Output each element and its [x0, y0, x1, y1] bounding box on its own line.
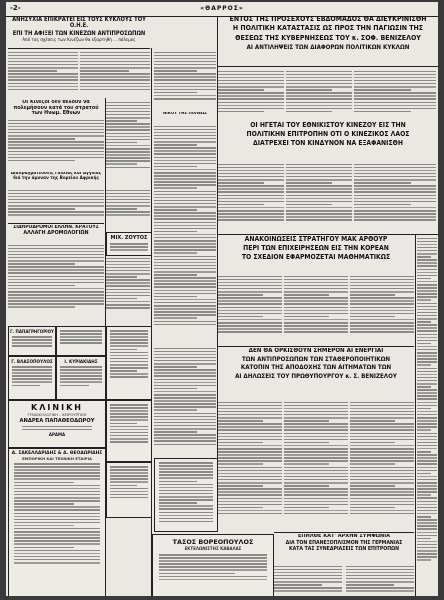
headline: Διαπραγματεύσεις Γαλλίας και Αγγλίας διά την άμυναν της Βορείου Αφρικής — [10, 172, 102, 181]
ad-name: ΜΙΧ. ΖΟΥΤΟΣ — [110, 235, 148, 241]
text-lines — [60, 330, 102, 344]
headline-line: Η ΠΟΛΙΤΙΚΗ ΚΑΤΑΣΤΑΣΙΣ ΩΣ ΠΡΟΣ ΤΗΝ ΠΑΓΙΩΣΙΝ ΤΗΣ — [232, 24, 424, 33]
headline-chinese-war — [8, 100, 104, 116]
text-lines — [417, 238, 437, 561]
text-lines — [154, 348, 216, 445]
text-lines — [274, 566, 342, 592]
article-body — [284, 274, 348, 344]
text-lines — [286, 164, 352, 221]
ad-name: ΤΑΣΟΣ ΒΟΡΕΟΠΟΥΛΟΣ — [172, 538, 254, 546]
headline-line: ΑΙ ΑΝΤΙΛΗΨΕΙΣ ΤΩΝ ΔΙΑΦΟΡΩΝ ΠΟΛΙΤΙΚΩΝ ΚΥΚΛΩΝ — [246, 44, 410, 52]
text-lines — [154, 126, 216, 326]
article-body — [218, 400, 282, 528]
ad-kliniki — [8, 400, 106, 448]
ad-voreopoulos — [152, 534, 274, 596]
text-lines — [8, 245, 104, 308]
text-lines — [218, 164, 284, 221]
text-lines — [8, 190, 104, 216]
text-lines — [8, 120, 104, 162]
ad-box — [106, 462, 152, 518]
headline-line: ΑΝΗΣΥΧΙΑ ΕΠΙΚΡΑΤΕΙ ΕΙΣ ΤΟΥΣ ΚΥΚΛΟΥΣ ΤΟΥ Ο.Η.Ε. — [12, 17, 146, 30]
headline-germany — [274, 534, 414, 562]
article-body — [286, 162, 352, 232]
ad-subtitle: ΕΜΠΟΡΙΚΗ ΚΑΙ ΤΕΧΝΙΚΗ ΕΤΑΙΡΙΑ — [22, 456, 92, 461]
text-lines — [106, 258, 150, 309]
ad-subtitle: ΓΥΝΑΙΚΟΛΟΓΙΚΗ - ΧΕΙΡΟΥΡΓΙΚΗ — [27, 412, 87, 417]
ad-box — [106, 326, 152, 400]
text-lines — [106, 102, 150, 168]
ad-name: Γ. ΒΛΑΣΟΠΟΥΛΟΣ — [11, 359, 53, 364]
text-lines — [8, 52, 78, 91]
text-lines — [218, 71, 284, 113]
text-lines — [110, 243, 148, 251]
headline-ohe — [8, 17, 150, 47]
divider — [218, 234, 438, 235]
headline-macarthur — [218, 236, 414, 272]
railway-timetable — [8, 243, 104, 323]
headline-line: ΚΑΤΑ ΤΑΣ ΣΥΝΕΔΡΙΑΣΕΙΣ ΤΩΝ ΕΠΙΤΡΟΠΩΝ — [288, 546, 400, 553]
ad-name: Γ. ΠΑΠΑΓΡΗΓΟΡΙΟΥ — [10, 329, 54, 334]
article-body — [154, 50, 216, 110]
text-lines — [159, 462, 213, 522]
headline-sworn — [218, 348, 414, 398]
headline-line: ΔΙΑΤΡΕΧΕΙ ΤΟΝ ΚΙΝΔΥΝΟΝ ΝΑ ΕΞΑΦΑΝΙΣΘΗ — [253, 139, 403, 148]
headline-line: ΠΟΛΙΤΙΚΗΝ ΕΠΙΤΡΟΠΗΝ ΟΤΙ Ο ΚΙΝΕΖΙΚΟΣ ΛΑΟΣ — [246, 130, 410, 139]
newspaper-page — [6, 2, 438, 596]
text-lines — [286, 71, 352, 113]
ad-city: ΔΡΑΜΑ — [48, 431, 66, 437]
text-lines — [12, 366, 52, 386]
ad-title: Α. ΣΑΚΕΛΛΑΡΙΔΗΣ & Δ. ΘΕΟΔΩΡΙΔΗΣ — [11, 451, 103, 456]
ad-subtitle: ΕΚΤΕΛΩΝΙΣΤΗΣ ΚΑΒΑΛΑΣ — [184, 546, 242, 551]
column-rule — [217, 16, 218, 532]
text-lines — [22, 426, 92, 431]
article-body — [106, 100, 150, 186]
column-rule — [105, 98, 106, 596]
headline-line: ΤΟ ΣΧΕΔΙΟΝ ΕΦΑΡΜΟΖΕΤΑΙ ΜΑΘΗΜΑΤΙΚΩΣ — [241, 253, 391, 262]
article-body — [286, 69, 352, 119]
text-lines — [60, 366, 102, 386]
headline-line: ΤΩΝ ΑΝΤΙΠΡΟΣΩΠΩΝ ΤΩΝ ΣΤΑΘΕΡΟΠΟΙΗΤΙΚΩΝ — [241, 355, 391, 363]
ad-box — [106, 400, 152, 462]
headline-railways — [8, 225, 104, 241]
text-lines — [350, 276, 414, 333]
headline-nationalist-chinese — [218, 122, 438, 160]
divider — [8, 48, 150, 49]
headline: Οι Κινέζοι δεν θέλουν να πολεμήσουν κατά του στρατού των Ηνωμ. Εθνών — [13, 100, 99, 116]
headline-line: ΚΑΤΟΠΙΝ ΤΗΣ ΑΠΟΔΟΧΗΣ ΤΩΝ ΑΙΤΗΜΑΤΩΝ ΤΩΝ — [240, 364, 392, 371]
article-body — [346, 564, 414, 596]
text-lines — [110, 466, 148, 498]
ad-doctor: ΑΝΔΡΕΑ ΠΑΠΑΘΕΟΔΩΡΟΥ — [19, 418, 95, 424]
subheadline: Από τας σχέσεις των Κινέζων θα εξαρτηθή ... πόλεμος — [22, 38, 136, 44]
text-lines — [159, 554, 267, 580]
article-body — [80, 50, 150, 98]
headline-line: ΑΝΑΚΟΙΝΩΣΕΙΣ ΣΤΡΑΤΗΓΟΥ ΜΑΚ ΑΡΘΟΥΡ — [244, 236, 388, 243]
article-body — [350, 400, 414, 528]
ad-title: ΚΛΙΝΙΚΗ — [31, 403, 83, 412]
ad-michael-zoutos — [106, 232, 152, 256]
headline-line: ΕΠΙ ΤΗ ΑΦΙΞΕΙ ΤΩΝ ΚΙΝΕΖΩΝ ΑΝΤΙΠΡΟΣΩΠΩΝ — [12, 31, 146, 38]
column-rule — [415, 234, 416, 596]
divider — [274, 532, 414, 533]
headline-line: ΑΛΛΑΓΗ ΔΡΟΜΟΛΟΓΙΩΝ — [23, 230, 89, 237]
text-lines — [346, 566, 414, 592]
divider — [218, 66, 438, 67]
article-body — [218, 162, 284, 232]
ad-papagrigoriou — [8, 326, 56, 356]
article-body — [154, 346, 216, 456]
headline-line: ΟΙ ΗΓΕΤΑΙ ΤΟΥ ΕΘΝΙΚΙΣΤΟΥ ΚΙΝΕΖΟΥ ΕΙΣ ΤΗΝ — [250, 122, 406, 129]
article-body — [274, 564, 342, 596]
article-body — [106, 256, 150, 322]
text-lines — [110, 330, 148, 378]
text-lines — [154, 52, 216, 100]
divider — [218, 346, 414, 347]
headline-line: ΘΕΣΕΩΣ ΤΗΣ ΚΥΒΕΡΝΗΣΕΩΣ ΤΟΥ κ. ΣΟΦ. ΒΕΝΙΖΕΛΟΥ — [235, 33, 421, 42]
headline-line: ΕΝΤΟΣ ΤΗΣ ΠΡΟΣΕΧΟΥΣ ΕΒΔΟΜΑΔΟΣ ΘΑ ΔΙΕΥΚΡΙΝΙΣΘΗ — [229, 16, 427, 23]
text-lines — [284, 402, 348, 515]
newspaper-title: «ΘΑΡΡΟΣ» — [200, 5, 244, 12]
page-number: -2- — [10, 4, 21, 12]
headline-france-britain — [8, 172, 104, 186]
headline-line: ΔΙΑ ΤΟΝ ΕΠΑΝΕΞΟΠΛΙΣΜΟΝ ΤΗΣ ΓΕΡΜΑΝΙΑΣ — [285, 539, 403, 546]
text-lines — [80, 52, 150, 91]
column-rule — [151, 48, 152, 596]
headline-line: ΑΙ ΔΗΛΩΣΕΙΣ ΤΟΥ ΠΡΩΘΥΠΟΥΡΓΟΥ κ. Σ. ΒΕΝΙΖΕΛΟΥ — [235, 372, 397, 380]
ad-box — [56, 326, 106, 356]
section-label — [154, 112, 216, 122]
article-body — [284, 400, 348, 528]
text-lines — [354, 71, 436, 113]
article-body — [8, 50, 78, 98]
headline-line: ΔΕΝ ΘΑ ΟΡΚΙΣΘΟΥΝ ΣΗΜΕΡΟΝ ΑΙ ΕΝΕΡΓΙΑΙ — [248, 348, 384, 354]
article-body — [417, 236, 437, 596]
text-lines — [350, 402, 414, 515]
article-body — [218, 274, 282, 344]
text-lines — [110, 404, 148, 443]
headline-political-situation — [218, 16, 438, 68]
ad-vlasopoulos — [8, 356, 56, 400]
text-lines — [106, 190, 150, 216]
ad-box — [154, 458, 218, 532]
text-lines — [218, 402, 282, 515]
article-body — [8, 118, 104, 170]
text-lines — [14, 463, 100, 564]
ad-kiriakidis — [56, 356, 106, 400]
article-body — [350, 274, 414, 344]
headline-line: ΣΙΔΗΡΟΔΡΟΜΟΙ ΕΛΛΗΝ. ΚΡΑΤΟΥΣ — [13, 225, 99, 230]
headline-line: ΕΠΗΛΘΕ ΚΑΤ' ΑΡΧΗΝ ΣΥΜΦΩΝΙΑ — [297, 534, 390, 539]
ad-name: Ι. ΚΥΡΙΑΚΙΔΗΣ — [64, 359, 98, 364]
article-body — [8, 188, 104, 220]
divider — [8, 223, 104, 224]
section-title: ΝΙΚΟΥ ΤΗΣ ΠΟΛΕΩΣ — [163, 112, 207, 116]
article-body — [218, 69, 284, 119]
article-body — [106, 188, 150, 222]
article-body — [154, 124, 216, 344]
text-lines — [218, 276, 282, 333]
text-lines — [354, 164, 436, 221]
headline-line: ΠΕΡΙ ΤΩΝ ΕΠΙΧΕΙΡΗΣΕΩΝ ΕΙΣ ΤΗΝ ΚΟΡΕΑΝ — [243, 244, 389, 253]
article-body — [354, 162, 436, 232]
text-lines — [12, 336, 52, 347]
text-lines — [284, 276, 348, 333]
article-body — [354, 69, 436, 119]
ad-sakellaridis — [8, 448, 106, 596]
